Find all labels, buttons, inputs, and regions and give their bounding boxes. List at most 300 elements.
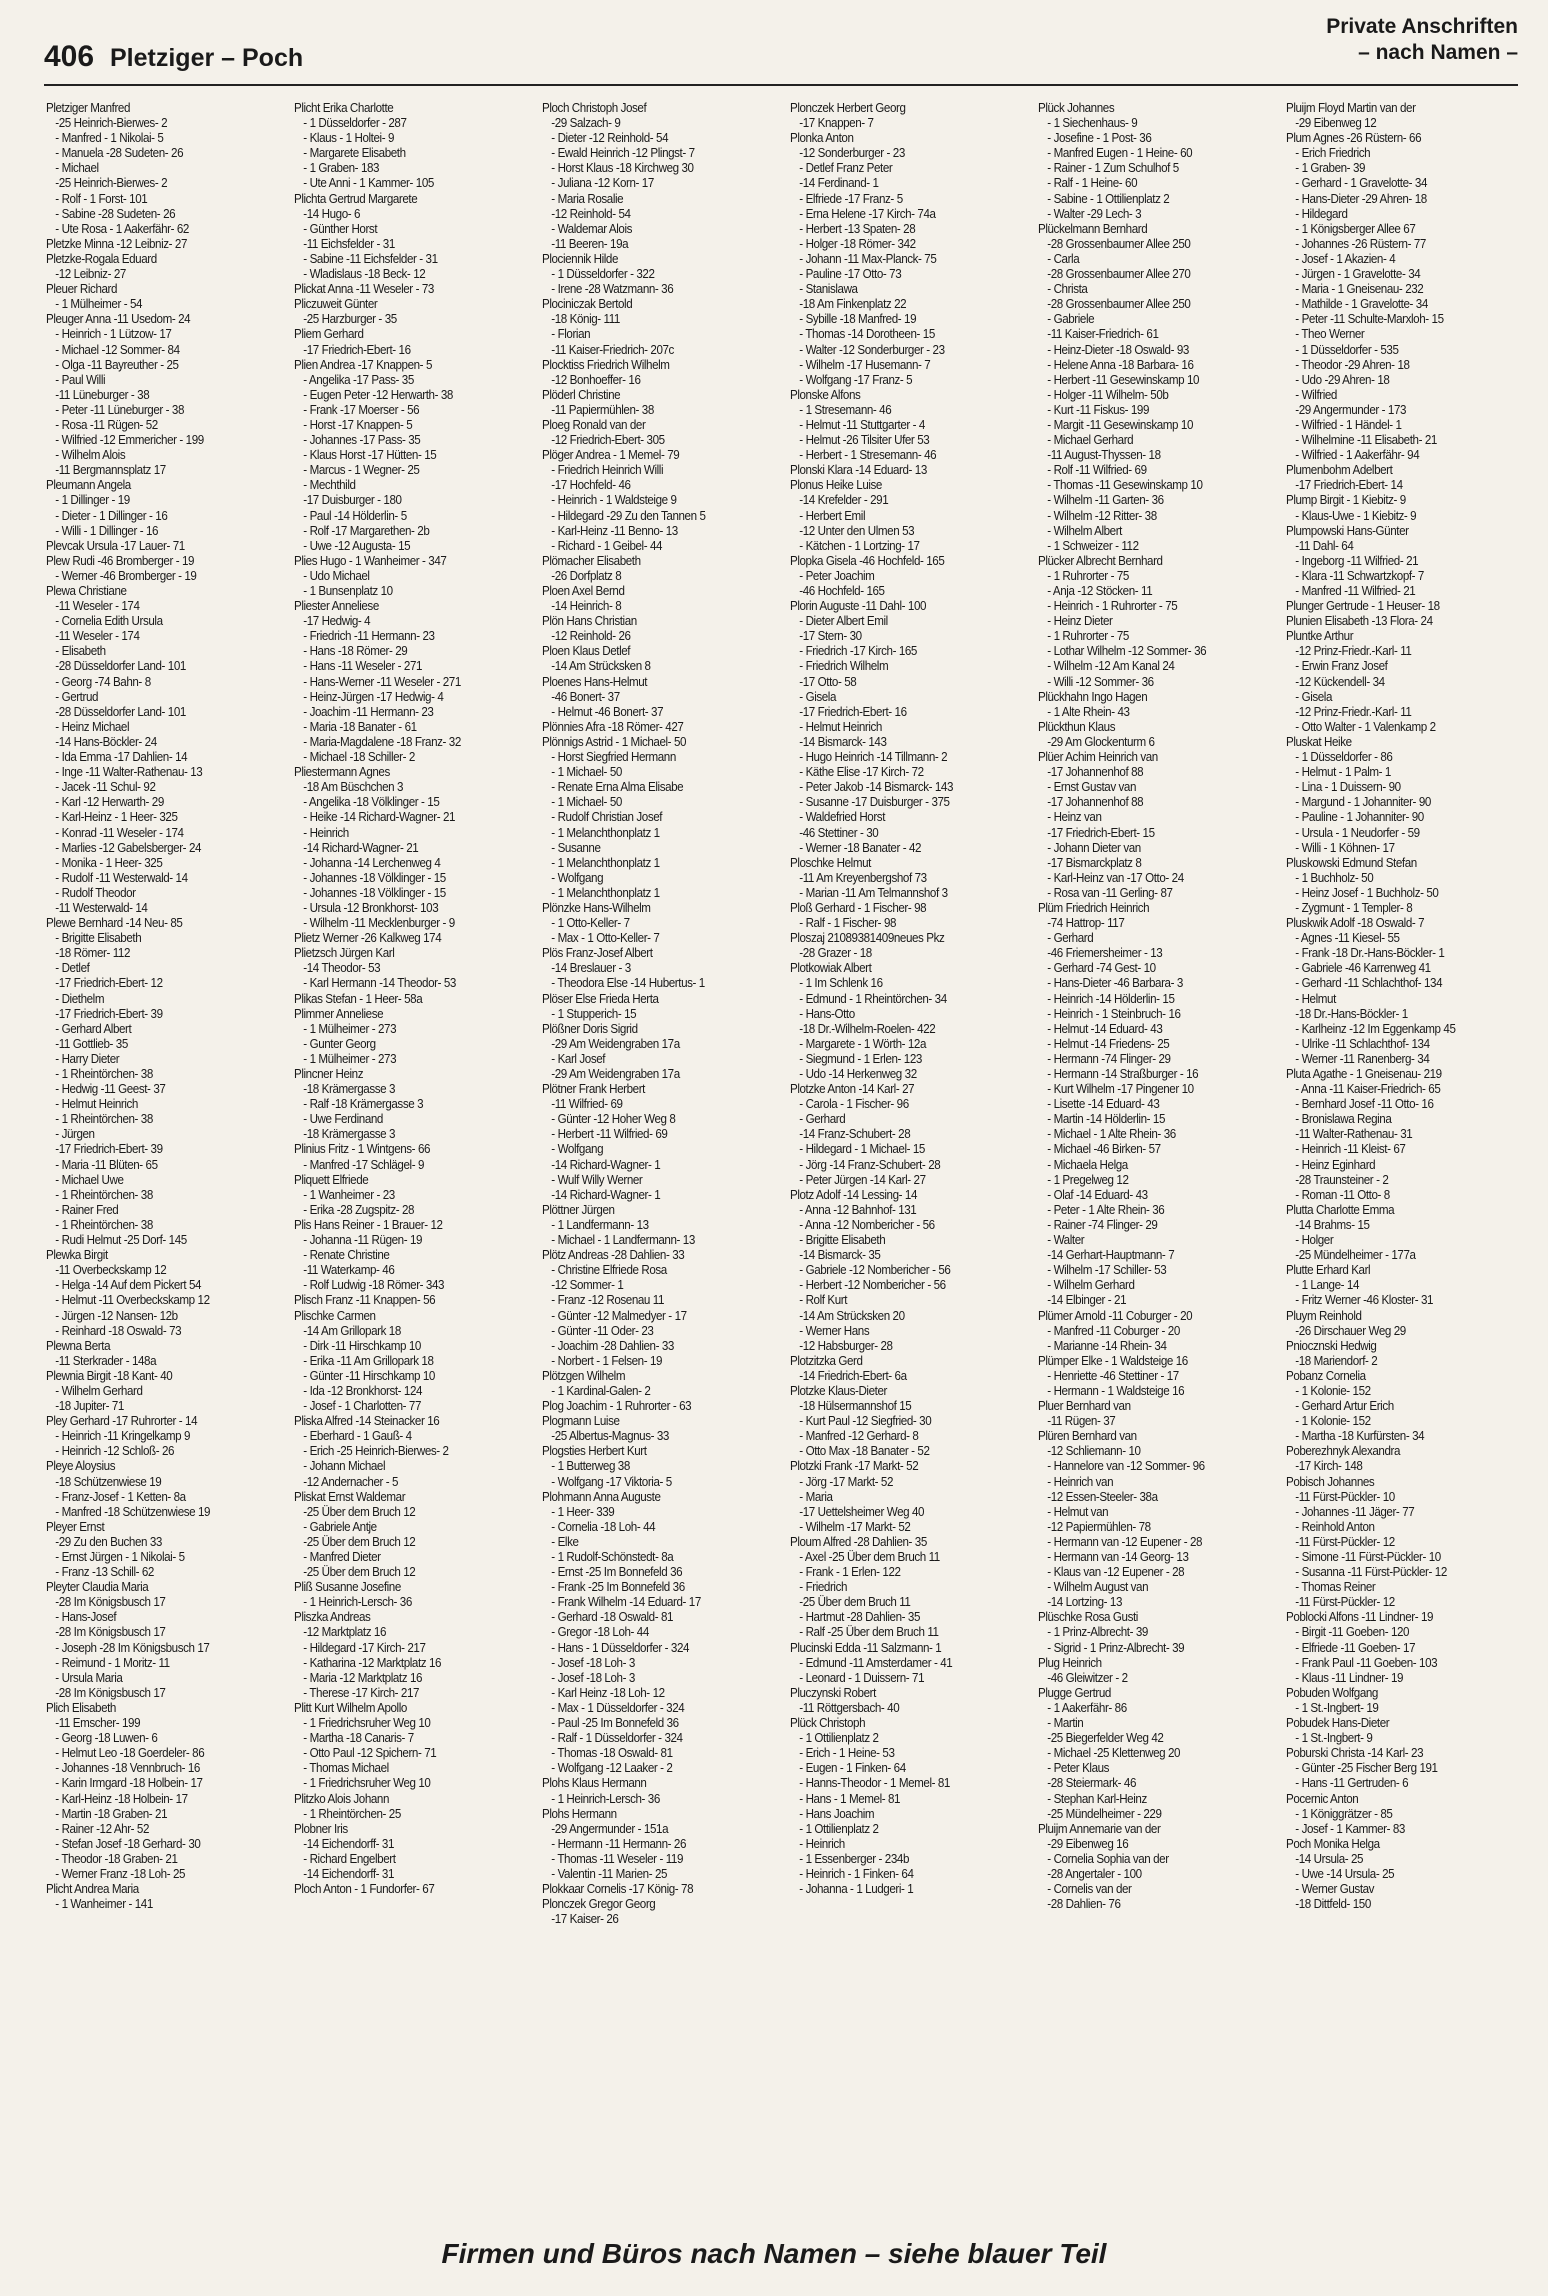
directory-entry: - Jürgen -12 Nansen- 12b xyxy=(55,1308,178,1323)
directory-entry: - 1 Rheintörchen- 25 xyxy=(303,1806,401,1821)
directory-entry: -11 Waterkamp- 46 xyxy=(303,1263,395,1278)
directory-entry: -17 Johannenhof 88 xyxy=(1047,795,1144,810)
directory-entry: -29 Am Glockenturm 6 xyxy=(1047,734,1155,749)
directory-entry: - 1 Rheintörchen- 38 xyxy=(55,1067,153,1081)
directory-entry: -12 Schliemann- 10 xyxy=(1047,1444,1141,1459)
directory-entry: Ploch Anton - 1 Fundorfer- 67 xyxy=(294,1882,435,1897)
directory-entry: - Herbert - 1 Stresemann- 46 xyxy=(799,448,937,463)
directory-entry: - 1 Kolonie- 152 xyxy=(1295,1383,1371,1398)
directory-entry: -28 Grazer - 18 xyxy=(799,946,872,961)
section-title xyxy=(1326,14,1518,66)
header-rule xyxy=(44,84,1518,86)
directory-entry: Pliszka Andreas xyxy=(294,1610,371,1625)
directory-entry: - Maria Rosalie xyxy=(551,191,624,206)
directory-entry: - 1 Michael- 50 xyxy=(551,795,622,810)
directory-entry: - Gerhard Artur Erich xyxy=(1295,1399,1394,1414)
directory-entry: - 1 Heinrich-Lersch- 36 xyxy=(303,1595,412,1610)
directory-entry: - Johann Dieter van xyxy=(1047,840,1141,855)
directory-entry: - Katharina -12 Marktplatz 16 xyxy=(303,1655,442,1670)
directory-entry: Plück Christoph xyxy=(790,1716,866,1731)
directory-entry: - Ursula Maria xyxy=(55,1670,123,1685)
directory-entry: -29 Angermunder - 173 xyxy=(1295,402,1407,417)
directory-entry: Plischke Carmen xyxy=(294,1308,376,1323)
directory-entry: - Wilhelm Alois xyxy=(55,448,126,463)
directory-entry: - Gerhard -11 Schlachthof- 134 xyxy=(1295,976,1443,991)
directory-entry: Pobudek Hans-Dieter xyxy=(1286,1716,1390,1731)
directory-entry: Pleuger Anna -11 Usedom- 24 xyxy=(46,312,191,327)
directory-entry: - Walter -29 Lech- 3 xyxy=(1047,206,1142,221)
directory-entry: Plien Andrea -17 Knappen- 5 xyxy=(294,357,433,372)
directory-entry: -25 Harzburger - 35 xyxy=(303,312,397,327)
directory-entry: -11 Fürst-Pückler- 10 xyxy=(1295,1489,1395,1504)
directory-entry: - 1 Dillinger - 19 xyxy=(55,493,130,508)
directory-entry: - Henriette -46 Stettiner - 17 xyxy=(1047,1368,1179,1383)
directory-entry: - Peter -11 Lüneburger - 38 xyxy=(55,402,185,417)
directory-entry: - Uwe -12 Augusta- 15 xyxy=(303,538,411,553)
directory-entry: - Uwe -14 Ursula- 25 xyxy=(1295,1866,1395,1881)
directory-entry: - Wilhelm -11 Mecklenburger - 9 xyxy=(303,916,455,931)
directory-entry: Plump Birgit - 1 Kiebitz- 9 xyxy=(1286,493,1406,508)
directory-entry: Plonka Anton xyxy=(790,131,854,146)
directory-entry: - Paul Willi xyxy=(55,372,106,387)
directory-entry: -17 Hedwig- 4 xyxy=(303,614,371,629)
directory-entry: - Michael -18 Schiller- 2 xyxy=(303,750,415,765)
directory-entry: Plopka Gisela -46 Hochfeld- 165 xyxy=(790,553,945,568)
directory-entry: -17 Kirch- 148 xyxy=(1295,1459,1363,1474)
directory-entry: -12 Andernacher - 5 xyxy=(303,1474,399,1489)
directory-entry: - Walter xyxy=(1047,1233,1085,1248)
directory-entry: - Dieter - 1 Dillinger - 16 xyxy=(55,508,168,523)
directory-entry: - Gerhard - 1 Gravelotte- 34 xyxy=(1295,176,1428,191)
directory-entry: -11 Rügen- 37 xyxy=(1047,1414,1116,1429)
directory-entry: -25 Über dem Bruch 12 xyxy=(303,1504,416,1519)
directory-entry: - Hermann van -14 Georg- 13 xyxy=(1047,1550,1189,1564)
directory-entry: - 1 Kolonie- 152 xyxy=(1295,1414,1371,1429)
directory-entry: Plickat Anna -11 Weseler - 73 xyxy=(294,282,434,297)
directory-entry: Plutte Erhard Karl xyxy=(1286,1263,1371,1278)
directory-entry: - Ingeborg -11 Wilfried- 21 xyxy=(1295,553,1419,568)
directory-entry: - 1 Rudolf-Schönstedt- 8a xyxy=(551,1550,674,1564)
directory-entry: - Angelika -17 Pass- 35 xyxy=(303,372,414,387)
directory-entry: -17 Friedrich-Ebert- 15 xyxy=(1047,825,1155,840)
directory-entry: - Olaf -14 Eduard- 43 xyxy=(1047,1187,1148,1202)
directory-entry: - Mathilde - 1 Gravelotte- 34 xyxy=(1295,297,1428,312)
directory-entry: -46 Gleiwitzer - 2 xyxy=(1047,1670,1128,1685)
directory-entry: Poberezhnyk Alexandra xyxy=(1286,1444,1401,1459)
directory-entry: - Günter -12 Malmedyer - 17 xyxy=(551,1308,687,1323)
directory-entry: -26 Dirschauer Weg 29 xyxy=(1295,1323,1406,1338)
directory-entry: - Wilhelm August van xyxy=(1047,1580,1149,1595)
directory-entry: - Margund - 1 Johanniter- 90 xyxy=(1295,795,1431,810)
directory-entry: -74 Hattrop- 117 xyxy=(1047,916,1125,931)
directory-entry: -17 Duisburger - 180 xyxy=(303,493,402,508)
directory-entry: - Stephan Karl-Heinz xyxy=(1047,1791,1147,1806)
directory-entry: - Rolf Kurt xyxy=(799,1293,848,1308)
directory-entry: - Hildegard - 1 Michael- 15 xyxy=(799,1142,925,1157)
directory-entry: - Wolfgang xyxy=(551,1142,604,1157)
directory-entry: - Eugen Peter -12 Herwarth- 38 xyxy=(303,387,453,402)
directory-entry: -25 Über dem Bruch 12 xyxy=(303,1565,416,1580)
page-number: 406 xyxy=(44,40,95,73)
directory-entry: Plümer Arnold -11 Coburger - 20 xyxy=(1038,1308,1193,1323)
directory-entry: - Helmut -14 Eduard- 43 xyxy=(1047,1021,1163,1036)
directory-entry: - Renate Erna Alma Elisabe xyxy=(551,780,684,795)
directory-entry: - Erich - 1 Heine- 53 xyxy=(799,1746,895,1761)
directory-entry: - Richard - 1 Geibel- 44 xyxy=(551,538,663,553)
directory-entry: Plonske Alfons xyxy=(790,387,861,402)
directory-entry: Plückelmann Bernhard xyxy=(1038,221,1148,236)
directory-entry: - Wolfgang -17 Viktoria- 5 xyxy=(551,1474,672,1489)
directory-entry: - Otto Walter - 1 Valenkamp 2 xyxy=(1295,719,1436,734)
directory-entry: - Helene Anna -18 Barbara- 16 xyxy=(1047,357,1194,372)
directory-entry: - Helmut - 1 Palm- 1 xyxy=(1295,765,1391,780)
directory-entry: -28 Grossenbaumer Allee 250 xyxy=(1047,236,1191,251)
directory-entry: - Erika -28 Zugspitz- 28 xyxy=(303,1202,415,1217)
directory-entry: -11 Weseler - 174 xyxy=(55,599,140,614)
directory-entry: - Brigitte Elisabeth xyxy=(799,1233,886,1248)
directory-entry: - 1 Prinz-Albrecht- 39 xyxy=(1047,1625,1148,1640)
directory-entry: - Gerhard xyxy=(1047,931,1094,946)
directory-entry: - Klaus-Uwe - 1 Kiebitz- 9 xyxy=(1295,508,1417,523)
directory-entry: - Georg -18 Luwen- 6 xyxy=(55,1731,158,1746)
directory-entry: Plitt Kurt Wilhelm Apollo xyxy=(294,1700,407,1715)
directory-entry: - Hildegard -29 Zu den Tannen 5 xyxy=(551,508,706,523)
directory-entry: - Gunter Georg xyxy=(303,1036,376,1051)
directory-entry: Pleumann Angela xyxy=(46,478,131,493)
directory-entry: - Heinz Michael xyxy=(55,719,130,734)
directory-entry: - Susanna -11 Fürst-Pückler- 12 xyxy=(1295,1565,1447,1580)
directory-entry: - Rolf -17 Margarethen- 2b xyxy=(303,523,430,538)
directory-entry: -12 Friedrich-Ebert- 305 xyxy=(551,433,665,448)
directory-entry: - 1 Melanchthonplatz 1 xyxy=(551,885,660,900)
directory-entry: - 1 Graben- 39 xyxy=(1295,161,1366,176)
directory-entry: - Werner -46 Bromberger - 19 xyxy=(55,568,197,583)
directory-entry: -28 Im Königsbusch 17 xyxy=(55,1625,166,1640)
directory-entry: - Heinrich - 1 Finken- 64 xyxy=(799,1866,914,1881)
directory-entry: -12 Prinz-Friedr.-Karl- 11 xyxy=(1295,644,1412,659)
directory-entry: - Frank -25 Im Bonnefeld 36 xyxy=(551,1580,685,1595)
directory-entry: - 1 St.-Ingbert- 9 xyxy=(1295,1731,1373,1746)
directory-entry: - Paul -25 Im Bonnefeld 36 xyxy=(551,1716,679,1731)
directory-entry: - Cornelia Edith Ursula xyxy=(55,614,163,629)
directory-entry: - Hermann -14 Straßburger - 16 xyxy=(1047,1067,1199,1081)
directory-entry: - Werner Franz -18 Loh- 25 xyxy=(55,1866,186,1881)
directory-entry: Pluta Agathe - 1 Gneisenau- 219 xyxy=(1286,1067,1442,1081)
directory-entry: - Stanislawa xyxy=(799,282,858,297)
directory-entry: - Peter Jürgen -14 Karl- 27 xyxy=(799,1172,926,1187)
directory-entry: - Marlies -12 Gabelsberger- 24 xyxy=(55,840,202,855)
directory-entry: - Klaus van -12 Eupener - 28 xyxy=(1047,1565,1185,1580)
directory-entry: - Paul -14 Hölderlin- 5 xyxy=(303,508,407,523)
directory-entry: -12 Essen-Steeler- 38a xyxy=(1047,1489,1158,1504)
directory-entry: -18 Hülsermannshof 15 xyxy=(799,1399,912,1414)
directory-entry: - Kurt Paul -12 Siegfried- 30 xyxy=(799,1414,932,1429)
directory-entry: - 1 Lange- 14 xyxy=(1295,1278,1360,1293)
directory-entry: - Wladislaus -18 Beck- 12 xyxy=(303,267,426,282)
directory-entry: - Gerhard xyxy=(799,1112,846,1127)
directory-entry: Plonczek Gregor Georg xyxy=(542,1897,656,1912)
directory-entry: - Friedrich xyxy=(799,1580,848,1595)
directory-entry: - Wolfgang xyxy=(551,870,604,885)
directory-entry: - Richard Engelbert xyxy=(303,1851,396,1866)
directory-entry: -11 Dahl- 64 xyxy=(1295,538,1354,553)
directory-entry: - Wilhelm -17 Husemann- 7 xyxy=(799,357,931,372)
directory-entry: - Klaus -11 Lindner- 19 xyxy=(1295,1670,1404,1685)
directory-entry: Plorin Auguste -11 Dahl- 100 xyxy=(790,599,927,614)
directory-entry: - 1 Düsseldorfer - 322 xyxy=(551,267,655,282)
directory-entry: - 1 Rheintörchen- 38 xyxy=(55,1187,153,1202)
directory-entry: Plöderl Christine xyxy=(542,387,621,402)
directory-entry: -28 Steiermark- 46 xyxy=(1047,1776,1137,1791)
directory-entry: Ploenes Hans-Helmut xyxy=(542,674,648,689)
page-header xyxy=(44,0,1518,80)
directory-entry: Plönzke Hans-Wilhelm xyxy=(542,900,651,915)
directory-entry: - Horst -17 Knappen- 5 xyxy=(303,417,413,432)
directory-entry: Pliquett Elfriede xyxy=(294,1172,369,1187)
directory-entry: - Willi -12 Sommer- 36 xyxy=(1047,674,1154,689)
directory-entry: - Michael - 1 Alte Rhein- 36 xyxy=(1047,1127,1176,1142)
directory-entry: - Konrad -11 Weseler - 174 xyxy=(55,825,184,840)
directory-entry: -46 Friemersheimer - 13 xyxy=(1047,946,1163,961)
directory-entry: - Lothar Wilhelm -12 Sommer- 36 xyxy=(1047,644,1207,659)
directory-entry: -26 Dorfplatz 8 xyxy=(551,568,622,583)
directory-entry: - Wolfgang -17 Franz- 5 xyxy=(799,372,913,387)
directory-entry: - Waldemar Alois xyxy=(551,221,633,236)
directory-entry: - 1 Ruhrorter - 75 xyxy=(1047,629,1129,644)
directory-entry: - Reimund - 1 Moritz- 11 xyxy=(55,1655,170,1670)
directory-entry: - Günter -25 Fischer Berg 191 xyxy=(1295,1761,1438,1776)
directory-entry: - Wilhelm Gerhard xyxy=(1047,1278,1135,1293)
directory-entry: - Theo Werner xyxy=(1295,327,1365,342)
directory-entry: - Heinrich - 1 Ruhrorter - 75 xyxy=(1047,599,1178,614)
directory-entry: - Dieter Albert Emil xyxy=(799,614,888,629)
directory-entry: Ploch Christoph Josef xyxy=(542,101,647,115)
directory-entry: - Leonard - 1 Duissern- 71 xyxy=(799,1670,925,1685)
directory-entry: -14 Richard-Wagner- 1 xyxy=(551,1187,661,1202)
directory-entry: Plohmann Anna Auguste xyxy=(542,1489,661,1504)
directory-entry: Pluskat Heike xyxy=(1286,734,1352,749)
directory-entry: - Karl Josef xyxy=(551,1051,606,1066)
directory-entry: Plociniczak Bertold xyxy=(542,297,633,312)
directory-entry: - Erich Friedrich xyxy=(1295,146,1371,161)
directory-entry: - Thomas -11 Weseler - 119 xyxy=(551,1851,683,1866)
directory-entry: - Carola - 1 Fischer- 96 xyxy=(799,1097,909,1112)
directory-entry: - Helga -14 Auf dem Pickert 54 xyxy=(55,1278,202,1293)
directory-entry: -12 Sommer- 1 xyxy=(551,1278,624,1293)
directory-entry: Plunger Gertrude - 1 Heuser- 18 xyxy=(1286,599,1440,614)
directory-entry: -17 Bismarckplatz 8 xyxy=(1047,855,1142,870)
directory-entry: - Helmut Leo -18 Goerdeler- 86 xyxy=(55,1746,205,1761)
directory-entry: - Manuela -28 Sudeten- 26 xyxy=(55,146,184,161)
directory-entry: -11 Am Kreyenbergshof 73 xyxy=(799,870,927,885)
directory-entry: - Theodor -18 Graben- 21 xyxy=(55,1851,178,1866)
directory-entry: -29 Eibenweg 16 xyxy=(1047,1836,1129,1851)
directory-entry: Plönnigs Astrid - 1 Michael- 50 xyxy=(542,734,687,749)
directory-entry: - Wilhelm Gerhard xyxy=(55,1383,143,1398)
directory-entry: - Karl-Heinz van -17 Otto- 24 xyxy=(1047,870,1184,885)
directory-entry: - Therese -17 Kirch- 217 xyxy=(303,1685,420,1700)
directory-entry: -28 Angertaler - 100 xyxy=(1047,1866,1142,1881)
directory-entry: - Christine Elfriede Rosa xyxy=(551,1263,667,1278)
directory-entry: -11 Gottlieb- 35 xyxy=(55,1036,128,1051)
directory-entry: -12 Prinz-Friedr.-Karl- 11 xyxy=(1295,704,1412,719)
directory-entry: - Anna -11 Kaiser-Friedrich- 65 xyxy=(1295,1082,1441,1097)
directory-entry: - Roman -11 Otto- 8 xyxy=(1295,1187,1390,1202)
directory-entry: - Willi - 1 Dillinger - 16 xyxy=(55,523,159,538)
directory-entry: Pliß Susanne Josefine xyxy=(294,1580,401,1595)
directory-entry: - Gregor -18 Loh- 44 xyxy=(551,1625,649,1640)
directory-entry: - Michael Gerhard xyxy=(1047,433,1134,448)
directory-entry: - Heinrich xyxy=(303,825,349,840)
directory-entry: - Eugen - 1 Finken- 64 xyxy=(799,1761,906,1776)
directory-entry: - Helmut -26 Tilsiter Ufer 53 xyxy=(799,433,930,448)
directory-entry: - Helmut -11 Overbeckskamp 12 xyxy=(55,1293,210,1308)
directory-entry: Plößner Doris Sigrid xyxy=(542,1021,638,1036)
directory-entry: - 1 Königgrätzer - 85 xyxy=(1295,1806,1393,1821)
directory-entry: - Theodora Else -14 Hubertus- 1 xyxy=(551,976,705,991)
directory-entry: - Erich -25 Heinrich-Bierwes- 2 xyxy=(303,1444,449,1459)
directory-entry: - Otto Paul -12 Spichern- 71 xyxy=(303,1746,437,1761)
directory-entry: - Sabine -11 Eichsfelder - 31 xyxy=(303,251,438,266)
directory-entry: - Wilfried - 1 Händel- 1 xyxy=(1295,417,1402,432)
directory-entry: - Frank - 1 Erlen- 122 xyxy=(799,1565,901,1580)
directory-entry: - Zygmunt - 1 Templer- 8 xyxy=(1295,900,1413,915)
directory-entry: - Helmut Heinrich xyxy=(55,1097,138,1112)
directory-entry: Plocktiss Friedrich Wilhelm xyxy=(542,357,670,372)
directory-entry: -12 Habsburger- 28 xyxy=(799,1338,893,1353)
directory-entry: - Heinrich -11 Kleist- 67 xyxy=(1295,1142,1406,1157)
directory-entry: - Udo -29 Ahren- 18 xyxy=(1295,372,1390,387)
directory-entry: -14 Bismarck- 143 xyxy=(799,734,887,749)
directory-entry: - Ralf - 1 Heine- 60 xyxy=(1047,176,1138,191)
directory-entry: -25 Biegerfelder Weg 42 xyxy=(1047,1731,1164,1746)
directory-entry: -29 Salzach- 9 xyxy=(551,116,621,131)
directory-entry: - Bronislawa Regina xyxy=(1295,1112,1392,1127)
directory-entry: -18 Schützenwiese 19 xyxy=(55,1474,162,1489)
directory-entry: - Rosa -11 Rügen- 52 xyxy=(55,417,158,432)
directory-entry: - Hermann - 1 Waldsteige 16 xyxy=(1047,1383,1185,1398)
directory-entry: -14 Eichendorff- 31 xyxy=(303,1866,395,1881)
directory-entry: - Maria - 1 Gneisenau- 232 xyxy=(1295,282,1424,297)
directory-entry: - Sybille -18 Manfred- 19 xyxy=(799,312,917,327)
directory-entry: Plewka Birgit xyxy=(46,1248,108,1263)
directory-entry: - Michael -25 Klettenweg 20 xyxy=(1047,1746,1181,1761)
directory-entry: - Karl Heinz -18 Loh- 12 xyxy=(551,1685,665,1700)
directory-entry: - 1 Königsberger Allee 67 xyxy=(1295,221,1416,236)
directory-entry: - Monika - 1 Heer- 325 xyxy=(55,855,163,870)
directory-entry: - Renate Christine xyxy=(303,1248,390,1263)
directory-entry: -14 Friedrich-Ebert- 6a xyxy=(799,1368,907,1383)
directory-entry: - Marcus - 1 Wegner- 25 xyxy=(303,463,420,478)
directory-entry: -14 Ferdinand- 1 xyxy=(799,176,879,191)
directory-entry: - Rainer -12 Ahr- 52 xyxy=(55,1821,150,1836)
directory-entry: Plicht Andrea Maria xyxy=(46,1882,139,1897)
directory-entry: - Ernst Gustav van xyxy=(1047,780,1137,795)
directory-entry: Plüer Achim Heinrich van xyxy=(1038,750,1158,765)
directory-entry: - Ralf - 1 Fischer- 98 xyxy=(799,916,897,931)
directory-entry: - Franz -13 Schill- 62 xyxy=(55,1565,154,1580)
directory-entry: - Herbert -11 Gesewinskamp 10 xyxy=(1047,372,1200,387)
directory-entry: -17 Otto- 58 xyxy=(799,674,857,689)
directory-entry: - Josefine - 1 Post- 36 xyxy=(1047,131,1152,146)
directory-entry: - Hans-Josef xyxy=(55,1610,117,1625)
directory-entry: - Birgit -11 Goeben- 120 xyxy=(1295,1625,1410,1640)
directory-entry: - Ewald Heinrich -12 Plingst- 7 xyxy=(551,146,695,161)
directory-entry: - Edmund - 1 Rheintörchen- 34 xyxy=(799,991,947,1006)
directory-entry: - Johannes -11 Jäger- 77 xyxy=(1295,1504,1415,1519)
directory-entry: Plück Johannes xyxy=(1038,101,1115,115)
directory-entry: - Martin -18 Graben- 21 xyxy=(55,1806,168,1821)
directory-entry: -12 Papiermühlen- 78 xyxy=(1047,1519,1151,1534)
directory-entry: Plonczek Herbert Georg xyxy=(790,101,906,115)
directory-entry: -12 Leibniz- 27 xyxy=(55,267,126,282)
directory-entry: - Susanne xyxy=(551,840,601,855)
directory-entry: - Heinrich - 1 Steinbruch- 16 xyxy=(1047,1006,1181,1021)
directory-entry: - Elke xyxy=(551,1534,579,1549)
directory-entry: -14 Am Strücksken 8 xyxy=(551,659,651,674)
directory-entry: - Hedwig -11 Geest- 37 xyxy=(55,1082,166,1097)
directory-entry: -11 Emscher- 199 xyxy=(55,1716,141,1731)
directory-entry: - Werner -18 Banater - 42 xyxy=(799,840,922,855)
directory-entry: -17 Friedrich-Ebert- 12 xyxy=(55,976,163,991)
directory-entry: - Rudolf -11 Westerwald- 14 xyxy=(55,870,188,885)
directory-entry: - Manfred -11 Coburger - 20 xyxy=(1047,1323,1180,1338)
directory-entry: Plücker Albrecht Bernhard xyxy=(1038,553,1163,568)
directory-entry: - Peter Klaus xyxy=(1047,1761,1110,1776)
directory-entry: - Karl-Heinz -18 Holbein- 17 xyxy=(55,1791,188,1806)
directory-column-2 xyxy=(294,101,534,2199)
directory-entry: - Ida Emma -17 Dahlien- 14 xyxy=(55,750,188,765)
directory-entry: -28 Düsseldorfer Land- 101 xyxy=(55,659,186,674)
directory-entry: - Sigrid - 1 Prinz-Albrecht- 39 xyxy=(1047,1640,1185,1655)
directory-entry: Plumpowski Hans-Günter xyxy=(1286,523,1409,538)
directory-entry: -28 Dahlien- 76 xyxy=(1047,1897,1121,1912)
directory-entry: -11 Fürst-Pückler- 12 xyxy=(1295,1595,1395,1610)
directory-entry: - Udo -14 Herkenweg 32 xyxy=(799,1067,917,1081)
directory-entry: -17 Uettelsheimer Weg 40 xyxy=(799,1504,925,1519)
directory-entry: - Ernst Jürgen - 1 Nikolai- 5 xyxy=(55,1550,185,1564)
directory-entry: Poburski Christa -14 Karl- 23 xyxy=(1286,1746,1424,1761)
directory-entry: - 1 Melanchthonplatz 1 xyxy=(551,825,660,840)
directory-entry: Plückthun Klaus xyxy=(1038,719,1116,734)
directory-entry: - Johannes -17 Pass- 35 xyxy=(303,433,421,448)
directory-entry: - 1 Ottilienplatz 2 xyxy=(799,1821,879,1836)
directory-entry: - Ralf -18 Krämergasse 3 xyxy=(303,1097,424,1112)
directory-entry: - Angelika -18 Völklinger - 15 xyxy=(303,795,440,810)
directory-entry: - Reinhold Anton xyxy=(1295,1519,1375,1534)
directory-entry: -11 Bergmannsplatz 17 xyxy=(55,463,166,478)
directory-entry: -17 Hochfeld- 46 xyxy=(551,478,631,493)
directory-entry: - Herbert -11 Wilfried- 69 xyxy=(551,1127,668,1142)
directory-entry: Pluczynski Robert xyxy=(790,1685,876,1700)
directory-entry: -14 Gerhart-Hauptmann- 7 xyxy=(1047,1248,1175,1263)
directory-entry: Plewnia Birgit -18 Kant- 40 xyxy=(46,1368,173,1383)
directory-entry: - Frank -17 Moerser - 56 xyxy=(303,402,420,417)
directory-entry: - Karl Hermann -14 Theodor- 53 xyxy=(303,976,456,991)
directory-entry: Pluym Reinhold xyxy=(1286,1308,1362,1323)
directory-entry: Plumenbohm Adelbert xyxy=(1286,463,1393,478)
directory-entry: - Waldefried Horst xyxy=(799,810,886,825)
directory-entry: -18 Römer- 112 xyxy=(55,946,130,961)
directory-entry: Plotzke Klaus-Dieter xyxy=(790,1383,887,1398)
section-title-line2: – nach Namen – xyxy=(1358,41,1518,64)
directory-entry: -12 Marktplatz 16 xyxy=(303,1625,386,1640)
directory-entry: - Ida -12 Bronkhorst- 124 xyxy=(303,1383,423,1398)
directory-entry: Pletziger Manfred xyxy=(46,101,130,115)
directory-entry: Plich Elisabeth xyxy=(46,1700,116,1715)
directory-entry: - Sabine - 1 Ottilienplatz 2 xyxy=(1047,191,1170,206)
directory-entry: Pleyer Ernst xyxy=(46,1519,105,1534)
